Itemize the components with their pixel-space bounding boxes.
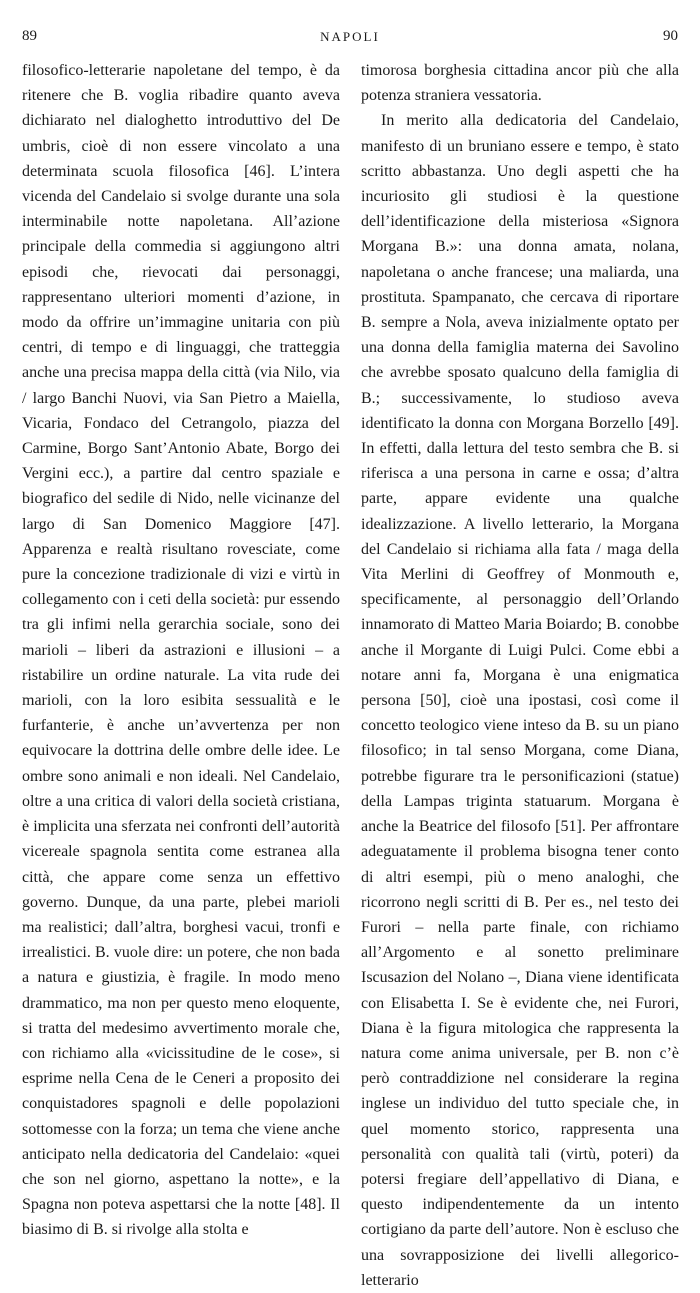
page-number-right: 90: [663, 28, 678, 44]
left-column: [22, 58, 340, 1243]
right-column: [361, 58, 679, 1293]
right-paragraph-1: timorosa borghesia cittadina ancor più che alla potenza straniera vessatoria.: [361, 62, 679, 105]
page-number-left: 89: [22, 28, 37, 44]
running-title: NAPOLI: [320, 29, 380, 44]
right-paragraph-2: In merito alla dedicatoria del Candelaio, manifesto di un bruniano essere e tempo, è stato scritto abbastanza. Uno degli aspetti che ha incuriosito gli studiosi è la questione dell’identificazione della misteriosa «Signora Morgana B.»: una donna amata, nolana, napoletana o anche francese; una maliarda, una prostituta. Spampanato, che cercava di riportare B. sempre a Nola, aveva inizialmente optato per una donna della famiglia materna dei Savolino che avrebbe sposato qualcuno della famiglia di B.; successivamente, lo studioso aveva identificato la donna con Morgana Borzello [49]. In effetti, dalla lettura del testo sembra che B. si riferisca a una persona in carne e ossa; d’altra parte, appare evidente una qualche idealizzazione. A livello letterario, la Morgana del Candelaio si richiama alla fata / maga della Vita Merlini di Geoffrey of Monmouth e, specificamente, al personaggio dell’Orlando innamorato di Matteo Maria Boiardo; B. conobbe anche il Morgante di Luigi Pulci. Come ebbi a notare anni fa, Morgana è una enigmatica persona [50], cioè una ipostasi, così come il concetto teologico viene inteso da B. su un piano filosofico; in tal senso Morgana, come Diana, potrebbe figurare tra le personificazioni (statue) della Lampas triginta statuarum. Morgana è anche la Beatrice del filosofo [51]. Per affrontare adeguatamente il problema bisogna tener conto di altri esempi, più o meno analoghi, che ricorrono negli scritti di B. Per es., nel testo dei Furori – nella parte finale, con richiamo all’Argomento e al sonetto preliminare Iscusazion del Nolano –, Diana viene identificata con Elisabetta I. Se è evidente che, nei Furori, Diana è la figura mitologica che rappresenta la natura come anima universale, per B. non c’è però contraddizione nel considerare la regina inglese un individuo del tutto speciale che, in quel momento storico, rappresenta una personalità con qualità tali (virtù, poteri) da potersi fregiare dell’appellativo di Diana, e questo indipendentemente da un intento cortigiano da parte dell’autore. Non è escluso che una sovrapposizione dei livelli allegorico-letterario: [361, 112, 679, 1289]
left-paragraph-1: filosofico-letterarie napoletane del tempo, è da ritenere che B. voglia ribadire quanto aveva dichiarato nel dialoghetto introduttivo del De umbris, cioè di non essere vincolato a una determinata scuola filosofica [46]. L’intera vicenda del Candelaio si svolge durante una sola interminabile notte napoletana. All’azione principale della commedia si aggiungono altri episodi che, rievocati dai personaggi, rappresentano ulteriori momenti d’azione, in modo da offrire un’immagine unitaria con più centri, di tempo e di linguaggi, che tratteggia anche una precisa mappa della città (via Nilo, via / largo Banchi Nuovi, via San Pietro a Maiella, Vicaria, Fondaco del Cetrangolo, piazza del Carmine, Borgo Sant’Antonio Abate, Borgo dei Vergini ecc.), a partire dal centro spaziale e biografico del sedile di Nido, nelle vicinanze del largo di San Domenico Maggiore [47]. Apparenza e realtà risultano rovesciate, come pure la concezione tradizionale di vizi e virtù in collegamento con i ceti della società: pur essendo tra gli infimi nella gerarchia sociale, sono dei marioli – liberi da astrazioni e illusioni – a ristabilire un ordine naturale. La vita rude dei marioli, con la loro esibita sessualità e le furfanterie, è anche un’avvertenza per non equivocare la dottrina delle ombre delle idee. Le ombre sono animali e non ideali. Nel Candelaio, oltre a una critica di valori della società cristiana, è implicita una sferzata nei confronti dell’autorità vicereale spagnola sentita come estranea alla città, che appare come senza un effettivo governo. Dunque, da una parte, plebei marioli ma realistici; dall’altra, borghesi vacui, tronfi e irrealistici. B. vuole dire: un potere, che non bada a natura e giustizia, è fragile. In modo meno drammatico, ma non per questo meno eloquente, si tratta del medesimo avvertimento morale che, con richiamo alla «vicissitudine de le cose», si esprime nella Cena de le Ceneri a proposito dei conquistadores spagnoli e delle popolazioni sottomesse con la forza; un tema che viene anche anticipato nella dedicatoria del Candelaio: «quei che son nel giorno, aspettano la notte», e la Spagna non poteva aspettarsi che la notte [48]. Il biasimo di B. si rivolge alla stolta e: [22, 62, 340, 1239]
running-header: [22, 28, 678, 50]
